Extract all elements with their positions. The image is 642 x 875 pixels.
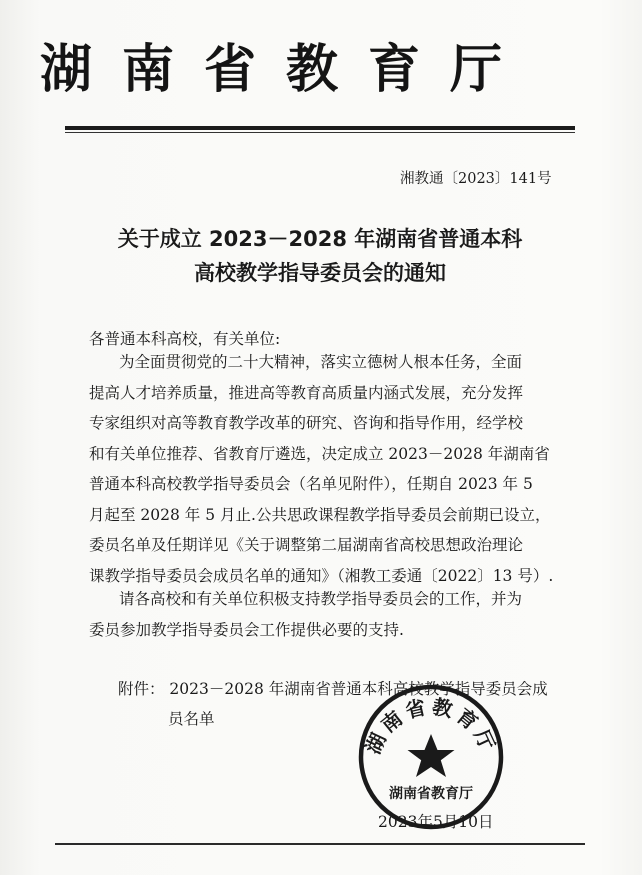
issue-date: 2023年5月10日: [378, 813, 494, 831]
attachment-line-1: 附件： 2023－2028 年湖南省普通本科高校教学指导委员会成: [118, 680, 548, 698]
paragraph-line: 提高人才培养质量，推进高等教育高质量内涵式发展，充分发挥: [89, 383, 524, 402]
paragraph-line: 请各高校和有关单位积极支持教学指导委员会的工作，并为: [119, 590, 523, 608]
paragraph-line: 委员名单及任期详见《关于调整第二届湖南省高校思想政治理论: [89, 536, 524, 554]
document-title: [60, 222, 580, 290]
footer-rule: [55, 843, 585, 845]
body-paragraph-1: [89, 347, 554, 591]
seal-bottom-text: 湖南省教育厅: [389, 786, 473, 802]
seal-arc-text: 湖南省教育厅: [360, 694, 502, 758]
paragraph-line: 和有关单位推荐、省教育厅遴选，决定成立 2023－2028 年湖南省: [89, 444, 550, 463]
body-paragraph-2: [89, 584, 549, 645]
title-line-2: 高校教学指导委员会的通知: [194, 261, 446, 285]
paragraph-line: 为全面贯彻党的二十大精神，落实立德树人根本任务，全面: [119, 353, 523, 371]
attachment-line-2: 员名单: [168, 710, 215, 728]
letterhead-rule-thick: [65, 126, 575, 130]
paragraph-line: 委员参加教学指导委员会工作提供必要的支持.: [89, 620, 404, 639]
paragraph-line: 课教学指导委员会成员名单的通知》（湘教工委通〔2022〕13 号）.: [89, 566, 554, 585]
title-line-1: 关于成立 2023－2028 年湖南省普通本科: [117, 227, 523, 251]
paragraph-line: 专家组织对高等教育教学改革的研究、咨询和指导作用，经学校: [89, 414, 524, 432]
letterhead-rule-thin: [65, 132, 575, 133]
salutation: 各普通本科高校，有关单位:: [89, 330, 281, 348]
paragraph-line: 月起至 2028 年 5 月止.公共思政课程教学指导委员会前期已设立，: [89, 505, 551, 524]
star-icon: [408, 734, 455, 777]
letterhead: 湖南省教育厅: [40, 40, 533, 100]
paragraph-line: 普通本科高校教学指导委员会（名单见附件），任期自 2023 年 5: [89, 475, 533, 493]
document-number: 湘教通〔2023〕141号: [400, 171, 552, 187]
